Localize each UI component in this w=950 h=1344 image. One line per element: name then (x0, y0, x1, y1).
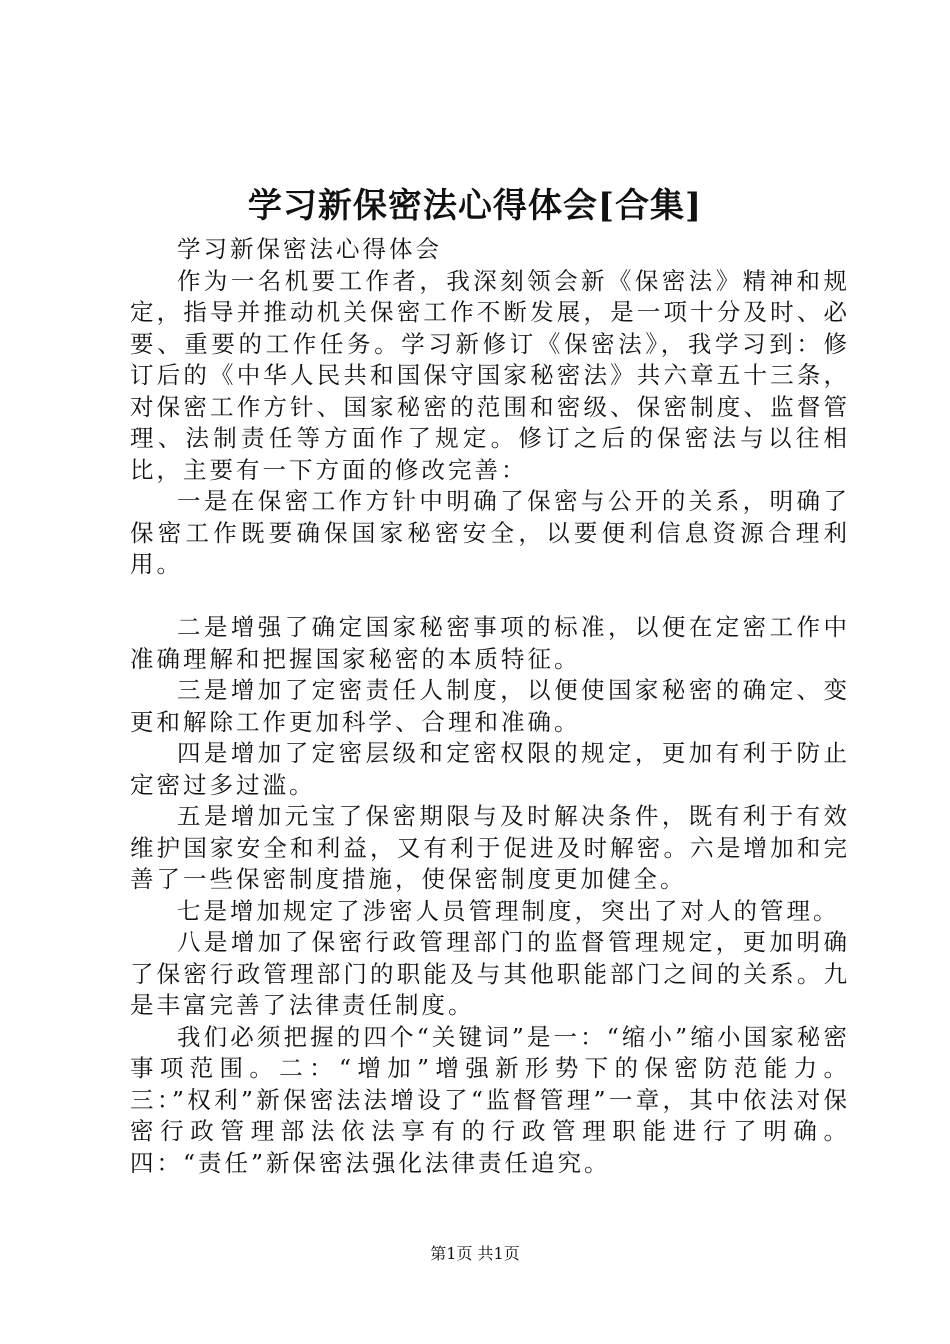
paragraph-point-7: 七是增加规定了涉密人员管理制度，突出了对人的管理。 (177, 896, 840, 925)
paragraph-point-1: 一是在保密工作方针中明确了保密与公开的关系，明确了保密工作既要确保国家秘密安全，以要便利信息资源合理利用。 (130, 487, 850, 578)
document-title: 学习新保密法心得体会[合集] (247, 186, 703, 226)
paragraph-point-2: 二是增强了确定国家秘密事项的标准，以便在定密工作中准确理解和把握国家秘密的本质特征。 (130, 613, 850, 673)
page-footer: 第1页 共1页 (430, 1244, 520, 1263)
paragraph-point-3: 三是增加了定密责任人制度，以便使国家秘密的确定、变更和解除工作更加科学、合理和准确。 (130, 676, 850, 736)
paragraph-point-4: 四是增加了定密层级和定密权限的规定，更加有利于防止定密过多过滥。 (130, 739, 850, 799)
paragraph-point-5-6: 五是增加元宝了保密期限与及时解决条件，既有利于有效维护国家安全和利益，又有利于促进及时解密。六是增加和完善了一些保密制度措施，使保密制度更加健全。 (130, 802, 850, 893)
paragraph-keywords: 我们必须把握的四个“关键词”是一：“缩小”缩小国家秘密事项范围。二：“增加”增强新形势下的保密防范能力。三：”权利”新保密法法增设了“监督管理”一章，其中依法对保密行政管理部法依法享有的行政管理职能进行了明确。四：“责任”新保密法强化法律责任追究。 (130, 1022, 850, 1177)
paragraph-subtitle: 学习新保密法心得体会 (177, 235, 442, 263)
paragraph-gap (130, 581, 850, 613)
document-body (130, 234, 850, 1179)
paragraph-point-8-9: 八是增加了保密行政管理部门的监督管理规定，更加明确了保密行政管理部门的职能及与其他职能部门之间的关系。九是丰富完善了法律责任制度。 (130, 928, 850, 1019)
paragraph-intro: 作为一名机要工作者，我深刻领会新《保密法》精神和规定，指导并推动机关保密工作不断发展，是一项十分及时、必要、重要的工作任务。学习新修订《保密法》，我学习到：修订后的《中华人民共和国保守国家秘密法》共六章五十三条，对保密工作方针、国家秘密的范围和密级、保密制度、监督管理、法制责任等方面作了规定。修订之后的保密法与以往相比，主要有一下方面的修改完善： (130, 266, 850, 484)
